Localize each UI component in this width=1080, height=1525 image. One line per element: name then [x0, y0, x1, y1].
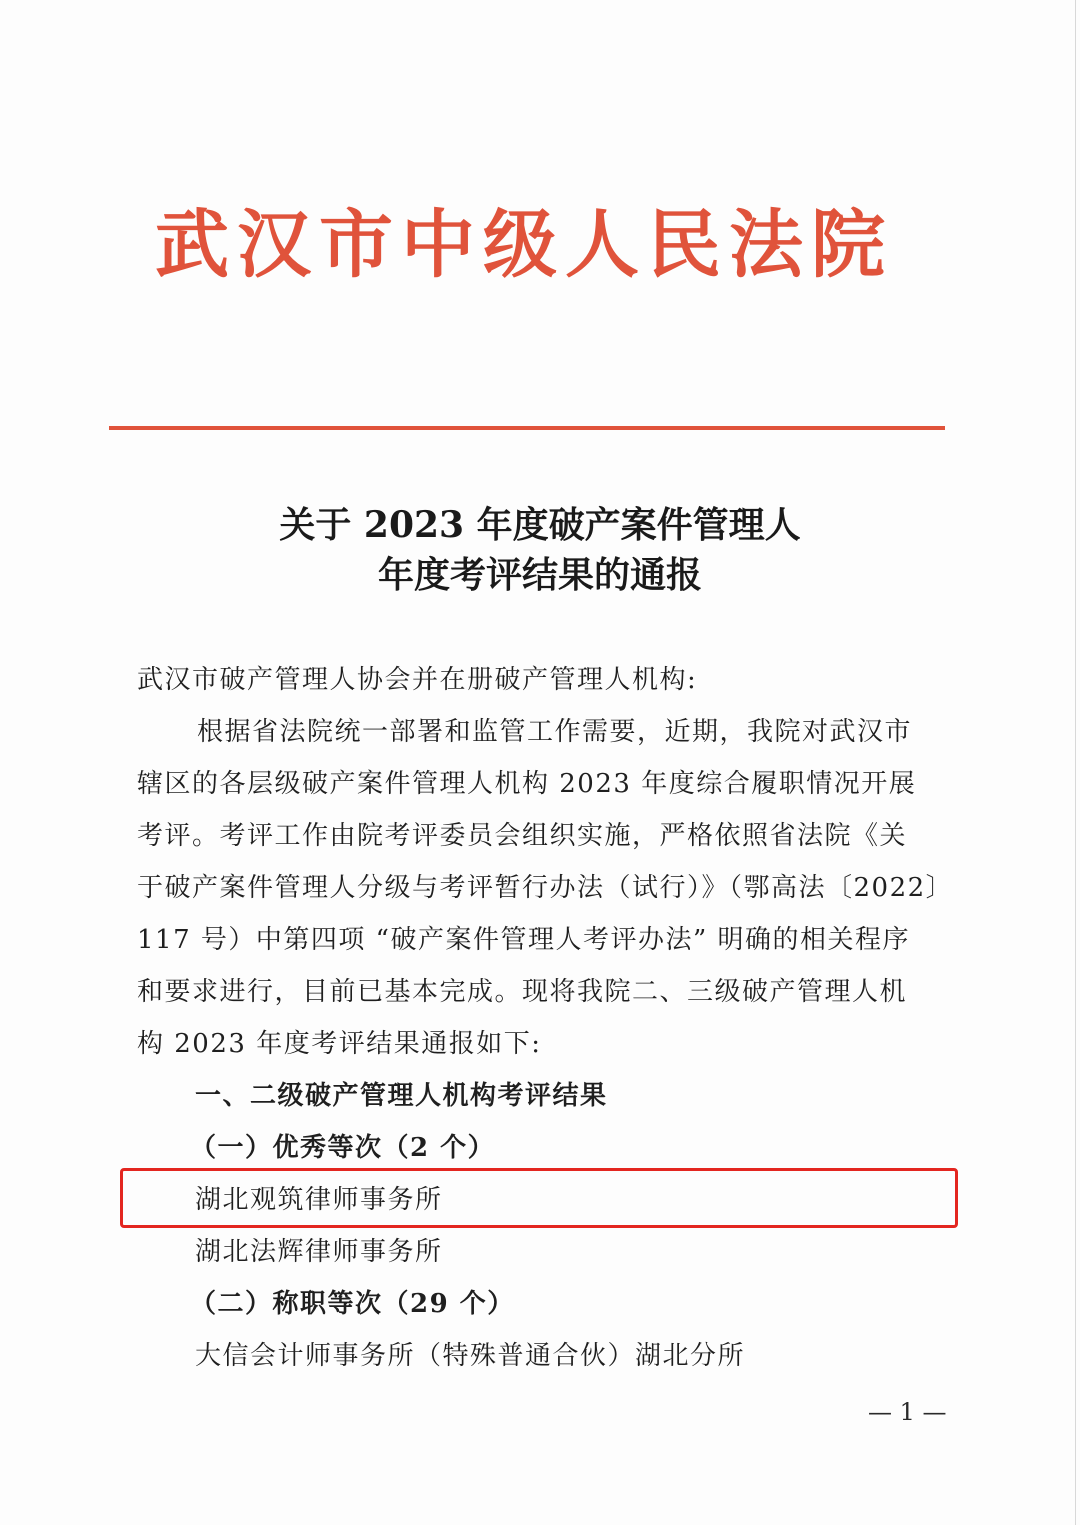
- list-item-excellent: 湖北观筑律师事务所: [195, 1185, 443, 1215]
- court-header: 武汉市中级人民法院: [155, 202, 893, 288]
- paragraph-line: 考评。考评工作由院考评委员会组织实施，严格依照省法院《关: [137, 821, 908, 851]
- title-line-1: 关于 2023 年度破产案件管理人: [279, 504, 801, 546]
- paragraph-line: 根据省法院统一部署和监管工作需要，近期，我院对武汉市: [197, 717, 913, 747]
- list-item-excellent: 湖北法辉律师事务所: [195, 1237, 443, 1267]
- title-line-2: 年度考评结果的通报: [377, 554, 702, 596]
- paragraph-line: 构 2023 年度考评结果通报如下:: [137, 1029, 542, 1059]
- section-heading: 一、二级破产管理人机构考评结果: [195, 1081, 608, 1111]
- paragraph-line: 辖区的各层级破产案件管理人机构 2023 年度综合履职情况开展: [137, 769, 917, 799]
- subsection-heading-excellent: （一）优秀等次（2 个）: [190, 1133, 496, 1163]
- page-number: — 1 —: [868, 1398, 947, 1426]
- document-title: [0, 500, 1080, 600]
- list-item-competent: 大信会计师事务所（特殊普通合伙）湖北分所: [195, 1341, 746, 1371]
- paragraph-line: 117 号）中第四项 “破产案件管理人考评办法” 明确的相关程序: [137, 925, 911, 955]
- page-edge: [1075, 0, 1076, 1525]
- red-divider-line: [109, 426, 945, 430]
- paragraph-line: 和要求进行，目前已基本完成。现将我院二、三级破产管理人机: [137, 977, 908, 1007]
- paragraph-line: 于破产案件管理人分级与考评暂行办法（试行）》（鄂高法〔2022〕: [137, 873, 954, 903]
- subsection-heading-competent: （二）称职等次（29 个）: [190, 1289, 515, 1319]
- salutation: 武汉市破产管理人协会并在册破产管理人机构:: [137, 665, 698, 695]
